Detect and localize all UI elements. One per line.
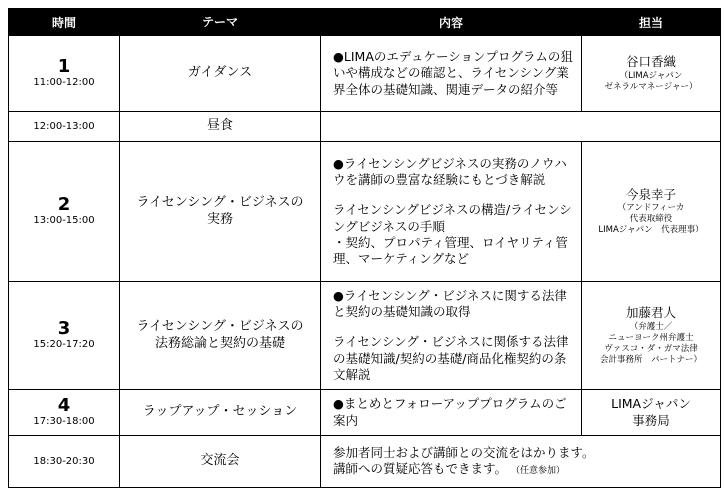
owner-cell (582, 390, 721, 436)
time-cell (9, 142, 120, 282)
session-time: 13:00-15:00 (33, 214, 95, 226)
session-time: 12:00-13:00 (33, 120, 95, 132)
content-paragraph: ライセンシング・ビジネスに関係する法律の基礎知識/契約の基礎/商品化権契約の条文解説 (333, 334, 569, 382)
owner-role: ゼネラルマネージャー） (604, 81, 698, 92)
session-time: 17:30-18:00 (33, 415, 95, 427)
owner-role: LIMAジャパン 代表理事） (598, 225, 704, 236)
session-number: 3 (57, 318, 71, 340)
theme-cell: ガイダンス (120, 36, 321, 112)
theme-line: 実務 (206, 211, 233, 227)
table-row (9, 436, 721, 488)
owner-cell (582, 142, 721, 282)
owner-role: 会計事務所 パートナー） (599, 354, 702, 365)
time-cell (9, 36, 120, 112)
owner-cell (582, 36, 721, 112)
theme-cell: ラップアップ・セッション (120, 390, 321, 436)
session-number: 2 (57, 194, 71, 216)
content-paragraph: ・契約、プロパティ管理、ロイヤリティ管理、マーケティングなど (333, 234, 568, 266)
owner-role: 代表取締役 (629, 214, 673, 225)
content-cell (321, 142, 582, 282)
table-row (9, 282, 721, 390)
table-row (9, 112, 721, 142)
content-cell (321, 436, 721, 488)
content-paragraph: ●ライセンシング・ビジネスに関する法律と契約の基礎知識の取得 (333, 287, 567, 320)
owner-role: （LIMAジャパン (619, 70, 683, 81)
content-text: 講師への質疑応答もできます。 (333, 461, 508, 477)
header-content: 内容 (321, 9, 582, 36)
content-cell (321, 282, 582, 390)
table-row (9, 390, 721, 436)
content-paragraph: ●まとめとフォローアッププログラムのご案内 (333, 396, 567, 428)
time-cell (9, 390, 120, 436)
header-row (9, 9, 721, 36)
session-time: 18:30-20:30 (33, 455, 95, 467)
session-number: 4 (57, 395, 71, 417)
owner-role: （弁護士／ (629, 321, 673, 332)
theme-cell: 交流会 (120, 436, 321, 488)
owner-name: 今泉幸子 (625, 186, 676, 202)
time-cell (9, 436, 120, 488)
theme-line: 法務総論と契約の基礎 (154, 335, 285, 351)
content-paragraph: ●ライセンシングビジネスの実務のノウハウを講師の豊富な経験にもとづき解説 (333, 155, 567, 187)
content-paragraph: ライセンシングビジネスの構造/ライセンシングビジネスの手順 (333, 202, 572, 234)
owner-role: ニューヨーク州弁護士 (608, 332, 694, 343)
content-paragraph (333, 461, 714, 478)
owner-name: 加藤君人 (625, 305, 676, 321)
table-row (9, 36, 721, 112)
content-paragraph: 参加者同士および講師との交流をはかります。 (333, 445, 595, 461)
content-paragraph: ●LIMAのエデュケーションプログラムの狙いや構成などの確認と、ライセンシング業界全体の基礎知識、関連データの紹介等 (333, 49, 573, 97)
owner-role: ヴァスコ・ダ・ガマ法律 (604, 343, 698, 354)
owner-line: LIMAジャパン (611, 395, 691, 411)
empty-cell (321, 112, 721, 142)
owner-line: 事務局 (632, 412, 670, 428)
owner-role: （アンドフィーカ (617, 203, 685, 214)
theme-cell: 昼食 (120, 112, 321, 142)
owner-cell (582, 282, 721, 390)
theme-line: ライセンシング・ビジネスの (136, 195, 304, 211)
content-cell (321, 390, 582, 436)
theme-line: ライセンシング・ビジネスの (136, 319, 304, 335)
header-theme: テーマ (120, 9, 321, 36)
header-time: 時間 (9, 9, 120, 36)
theme-cell (120, 142, 321, 282)
theme-cell (120, 282, 321, 390)
session-time: 11:00-12:00 (33, 76, 95, 88)
time-cell (9, 112, 120, 142)
session-number: 1 (57, 56, 71, 78)
table-row (9, 142, 721, 282)
time-cell (9, 282, 120, 390)
schedule-table (8, 8, 721, 488)
optional-note: （任意参加） (511, 466, 566, 477)
content-cell (321, 36, 582, 112)
session-time: 15:20-17:20 (33, 338, 95, 350)
owner-name: 谷口香織 (625, 54, 676, 70)
header-owner: 担当 (582, 9, 721, 36)
